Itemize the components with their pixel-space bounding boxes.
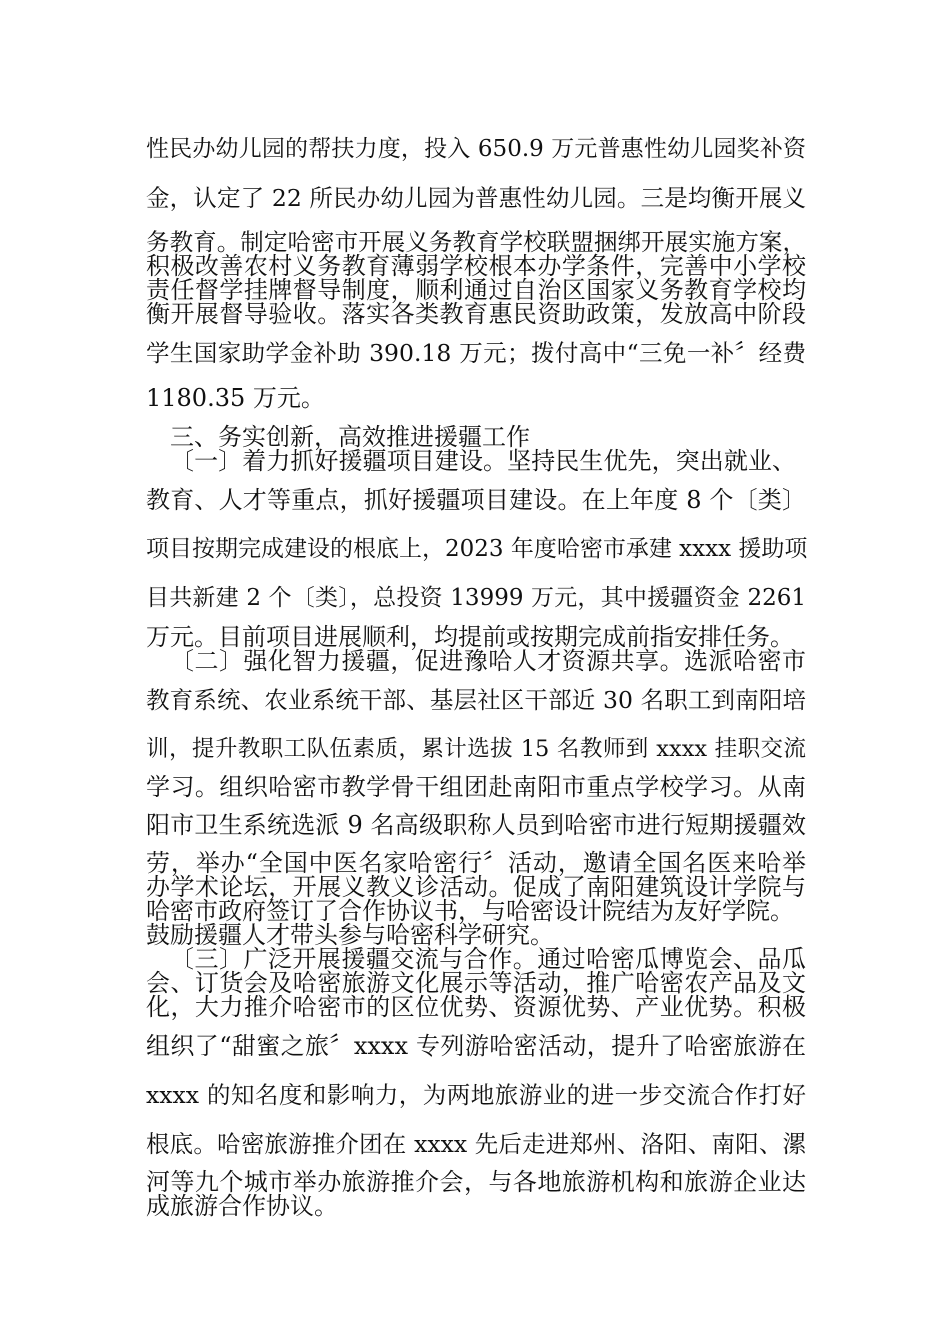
body-text-line: 鼓励援疆人才带头参与哈密科学研究。	[146, 921, 554, 949]
body-text-line: 目共新建 2 个〔类〕，总投资 13999 万元，其中援疆资金 2261	[146, 585, 806, 611]
body-text-line: 万元。目前项目进展顺利，均提前或按期完成前指安排任务。	[146, 623, 794, 651]
body-text-line: 阳市卫生系统选派 9 名高级职称人员到哈密市进行短期援疆效	[146, 811, 806, 839]
body-text-line: xxxx 的知名度和影响力，为两地旅游业的进一步交流合作打好	[146, 1081, 806, 1109]
body-text-line: 积极改善农村义务教育薄弱学校根本办学条件，完善中小学校	[146, 252, 806, 280]
body-text-line: 教育、人才等重点，抓好援疆项目建设。在上年度 8 个〔类〕	[146, 486, 806, 514]
body-text-line: 根底。哈密旅游推介团在 xxxx 先后走进郑州、洛阳、南阳、漯	[146, 1130, 806, 1158]
body-text-line: 1180.35 万元。	[146, 384, 325, 412]
body-text-line: 项目按期完成建设的根底上，2023 年度哈密市承建 xxxx 援助项	[146, 536, 808, 562]
body-text-line: 河等九个城市举办旅游推介会，与各地旅游机构和旅游企业达	[146, 1168, 806, 1196]
subsection-heading: 〔一〕着力抓好援疆项目建设。坚持民生优先，突出就业、	[170, 447, 796, 475]
body-text-line: 训，提升教职工队伍素质，累计选拔 15 名教师到 xxxx 挂职交流	[146, 736, 806, 762]
body-text-line: 责任督学挂牌督导制度，顺利通过自治区国家义务教育学校均	[146, 276, 806, 304]
section-heading: 三、务实创新，高效推进援疆工作	[170, 423, 530, 451]
body-text-line: 化，大力推介哈密市的区位优势、资源优势、产业优势。积极	[146, 993, 806, 1021]
subsection-heading: 〔二〕强化智力援疆，促进豫哈人才资源共享。选派哈密市	[170, 647, 806, 675]
body-text-line: 学生国家助学金补助 390.18 万元；拨付高中“三免一补〞经费	[146, 339, 806, 367]
body-text-line: 教育系统、农业系统干部、基层社区干部近 30 名职工到南阳培	[146, 686, 806, 714]
body-text-line: 办学术论坛，开展义教义诊活动。促成了南阳建筑设计学院与	[146, 873, 806, 901]
body-text-line: 组织了“甜蜜之旅〞xxxx 专列游哈密活动，提升了哈密旅游在	[146, 1032, 806, 1060]
body-text-line: 性民办幼儿园的帮扶力度，投入 650.9 万元普惠性幼儿园奖补资	[146, 136, 806, 162]
subsection-heading: 〔三〕广泛开展援疆交流与合作。通过哈密瓜博览会、品瓜	[170, 945, 806, 973]
body-text-line: 成旅游合作协议。	[146, 1192, 338, 1220]
body-text-line: 衡开展督导验收。落实各类教育惠民资助政策，发放高中阶段	[146, 300, 806, 328]
body-text-line: 劳，举办“全国中医名家哈密行〞活动，邀请全国名医来哈举	[146, 849, 806, 877]
body-text-line: 学习。组织哈密市教学骨干组团赴南阳市重点学校学习。从南	[146, 773, 806, 801]
body-text-line: 金，认定了 22 所民办幼儿园为普惠性幼儿园。三是均衡开展义	[146, 184, 806, 212]
body-text-line: 会、订货会及哈密旅游文化展示等活动，推广哈密农产品及文	[146, 969, 806, 997]
body-text-line: 哈密市政府签订了合作协议书，与哈密设计院结为友好学院。	[146, 897, 794, 925]
body-text-line: 务教育。制定哈密市开展义务教育学校联盟捆绑开展实施方案，	[146, 228, 806, 256]
